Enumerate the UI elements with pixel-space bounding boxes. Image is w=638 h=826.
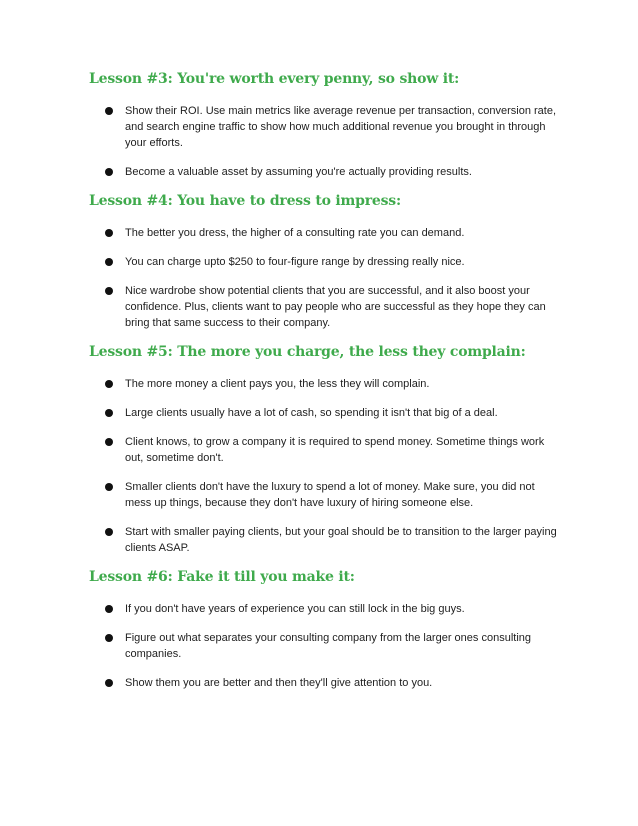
list-item (89, 434, 559, 466)
list-item-text: If you don't have years of experience you can still lock in the big guys. (125, 603, 465, 615)
bullet-icon (105, 679, 113, 687)
list-item-text: Start with smaller paying clients, but your goal should be to transition to the larger paying clients ASAP. (125, 526, 557, 554)
list-item (89, 283, 559, 331)
list-item-text: Client knows, to grow a company it is required to spend money. Sometime things work out, sometime don't. (125, 436, 545, 464)
lesson-3-list (89, 103, 559, 180)
list-item (89, 675, 559, 691)
bullet-icon (105, 229, 113, 237)
list-item-text: You can charge upto $250 to four-figure range by dressing really nice. (125, 256, 465, 268)
list-item (89, 601, 559, 617)
lesson-4-heading: Lesson #4: You have to dress to impress: (89, 193, 401, 209)
lesson-5-list (89, 376, 559, 556)
lesson-6-list (89, 601, 559, 691)
bullet-icon (105, 107, 113, 115)
list-item (89, 254, 559, 270)
list-item (89, 479, 559, 511)
list-item-text: Show them you are better and then they'll give attention to you. (125, 677, 433, 689)
lesson-3-heading: Lesson #3: You're worth every penny, so show it: (89, 71, 460, 87)
list-item (89, 524, 559, 556)
list-item-text: Smaller clients don't have the luxury to spend a lot of money. Make sure, you did not mess up things, because they don't have luxury of hiring someone else. (125, 481, 535, 509)
bullet-icon (105, 528, 113, 536)
lesson-4-list (89, 225, 559, 331)
lesson-5-heading: Lesson #5: The more you charge, the less they complain: (89, 344, 526, 360)
list-item-text: Nice wardrobe show potential clients that you are successful, and it also boost your confidence. Plus, clients want to pay people who are successful as they hope they can bring that same success to their company. (125, 285, 546, 329)
lesson-6-heading: Lesson #6: Fake it till you make it: (89, 569, 355, 585)
bullet-icon (105, 409, 113, 417)
list-item-text: Figure out what separates your consulting company from the larger ones consulting companies. (125, 632, 531, 660)
lesson-5-section (89, 343, 559, 556)
list-item (89, 405, 559, 421)
bullet-icon (105, 168, 113, 176)
bullet-icon (105, 380, 113, 388)
bullet-icon (105, 634, 113, 642)
bullet-icon (105, 605, 113, 613)
list-item (89, 103, 559, 151)
list-item-text: Show their ROI. Use main metrics like average revenue per transaction, conversion rate, and search engine traffic to show how much additional revenue you brought in through your efforts. (125, 105, 557, 149)
bullet-icon (105, 258, 113, 266)
list-item-text: Become a valuable asset by assuming you're actually providing results. (125, 166, 472, 178)
bullet-icon (105, 483, 113, 491)
list-item (89, 376, 559, 392)
list-item (89, 225, 559, 241)
list-item-text: The better you dress, the higher of a consulting rate you can demand. (125, 227, 465, 239)
lesson-3-section (89, 70, 559, 180)
list-item-text: Large clients usually have a lot of cash, so spending it isn't that big of a deal. (125, 407, 498, 419)
list-item-text: The more money a client pays you, the less they will complain. (125, 378, 430, 390)
document-body (89, 70, 559, 703)
bullet-icon (105, 287, 113, 295)
bullet-icon (105, 438, 113, 446)
list-item (89, 164, 559, 180)
list-item (89, 630, 559, 662)
lesson-4-section (89, 192, 559, 331)
lesson-6-section (89, 568, 559, 691)
